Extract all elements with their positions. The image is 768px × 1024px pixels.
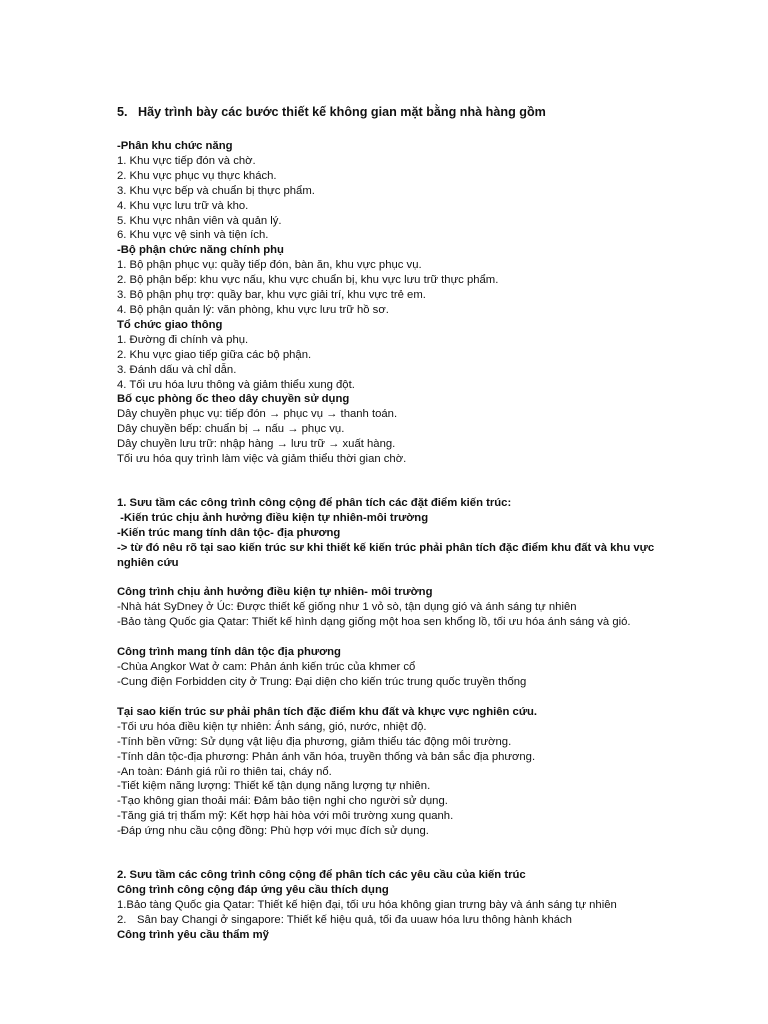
- list-item-number: 2.: [117, 913, 127, 926]
- list-item: 4. Tối ưu hóa lưu thông và giảm thiểu xung đột.: [117, 378, 355, 391]
- list-item: -Nhà hát SyDney ở Úc: Được thiết kế giống như 1 vỏ sò, tận dụng gió và ánh sáng tự nhiên: [117, 601, 577, 614]
- question-number: 5.: [117, 105, 128, 119]
- list-item: Dây chuyền bếp: chuẩn bị → nấu → phục vụ.: [117, 423, 345, 436]
- question-heading: 2. Sưu tầm các công trình công cộng để phân tích các yêu cầu của kiến trúc: [117, 869, 526, 882]
- question-5-title: [117, 102, 677, 122]
- list-item-text: Sân bay Changi ở singapore: Thiết kế hiệu quả, tối đa uuaw hóa lưu thông hành khách: [137, 913, 572, 926]
- list-item: Dây chuyền phục vụ: tiếp đón → phục vụ → thanh toán.: [117, 408, 398, 421]
- list-item: 3. Đánh dấu và chỉ dẫn.: [117, 363, 237, 376]
- section-heading: Bố cục phòng ốc theo dây chuyền sử dụng: [117, 393, 350, 406]
- section-heading: Tại sao kiến trúc sư phải phân tích đặc điểm khu đất và khực vực nghiên cứu.: [117, 705, 538, 718]
- list-item: Dây chuyền lưu trữ: nhập hàng → lưu trữ → xuất hàng.: [117, 438, 396, 451]
- section-heading: -Bộ phận chức năng chính phụ: [117, 244, 284, 257]
- list-item: -Chùa Angkor Wat ở cam: Phản ánh kiến trúc của khmer cổ: [117, 661, 416, 674]
- sub-heading: Công trình công cộng đáp ứng yêu cầu thích dụng: [117, 883, 389, 896]
- list-item: 1. Đường đi chính và phụ.: [117, 333, 249, 346]
- list-item: 3. Bộ phận phụ trợ: quầy bar, khu vực giải trí, khu vực trẻ em.: [117, 289, 426, 302]
- question-heading: 1. Sưu tầm các công trình công cộng để phân tích các đặt điểm kiến trúc:: [117, 496, 512, 509]
- section-heading: Công trình chịu ảnh hưởng điều kiện tự nhiên- môi trường: [117, 586, 433, 599]
- ethnic-section: [117, 645, 677, 690]
- list-item: 4. Khu vực lưu trữ và kho.: [117, 199, 249, 212]
- list-item: 4. Bộ phận quản lý: văn phòng, khu vực lưu trữ hồ sơ.: [117, 303, 389, 316]
- list-item: -An toàn: Đánh giá rủi ro thiên tai, cháy nổ.: [117, 765, 332, 778]
- list-item: 1.Bảo tàng Quốc gia Qatar: Thiết kế hiện đại, tối ưu hóa không gian trưng bày và ánh sáng tự nhiên: [117, 898, 617, 911]
- sub-heading: Công trình yêu cầu thẩm mỹ: [117, 928, 269, 941]
- sub-heading: -Kiến trúc chịu ảnh hưởng điều kiện tự nhiên-môi trường: [117, 511, 429, 524]
- list-item: -Tối ưu hóa điều kiện tự nhiên: Ánh sáng, gió, nước, nhiệt độ.: [117, 720, 427, 733]
- list-item: 2. Bộ phận bếp: khu vực nấu, khu vực chuẩn bị, khu vực lưu trữ thực phẩm.: [117, 274, 499, 287]
- list-item: 1. Bộ phận phục vụ: quầy tiếp đón, bàn ăn, khu vực phục vụ.: [117, 259, 422, 272]
- list-item: -Tính dân tộc-địa phương: Phản ánh văn hóa, truyền thống và bản sắc địa phương.: [117, 750, 536, 763]
- question-2-section: [117, 868, 677, 943]
- document-page: [117, 102, 677, 943]
- list-item: 2. Khu vực phục vụ thực khách.: [117, 169, 277, 182]
- list-item: [117, 913, 677, 928]
- list-item: -Tiết kiệm năng lượng: Thiết kế tận dụng năng lượng tự nhiên.: [117, 780, 431, 793]
- section-heading: -Phân khu chức năng: [117, 140, 233, 152]
- list-item: -Bảo tàng Quốc gia Qatar: Thiết kế hình dạng giống một hoa sen khổng lồ, tối ưu hóa ánh sáng và gió.: [117, 616, 631, 629]
- nature-section: [117, 585, 677, 630]
- functional-zones-section: [117, 139, 677, 243]
- list-item: 6. Khu vực vệ sinh và tiện ích.: [117, 229, 269, 242]
- traffic-section: [117, 318, 677, 393]
- question-1-section: [117, 496, 677, 571]
- section-heading: Tổ chức giao thông: [117, 318, 223, 331]
- list-item: -Tăng giá trị thẩm mỹ: Kết hợp hài hòa với môi trường xung quanh.: [117, 810, 454, 823]
- why-section: [117, 705, 677, 839]
- sub-heading: -> từ đó nêu rõ tại sao kiến trúc sư khi thiết kế kiến trúc phải phân tích đặc điểm khu đất và khu vực nghiên cứu: [117, 541, 655, 569]
- list-item: 3. Khu vực bếp và chuẩn bị thực phẩm.: [117, 184, 315, 197]
- list-item: -Tạo không gian thoải mái: Đảm bảo tiện nghi cho người sử dụng.: [117, 795, 448, 808]
- layout-section: [117, 392, 677, 467]
- departments-section: [117, 243, 677, 318]
- list-item: 5. Khu vực nhân viên và quản lý.: [117, 214, 282, 227]
- question-text: Hãy trình bày các bước thiết kế không gian mặt bằng nhà hàng gồm: [138, 105, 546, 119]
- section-heading: Công trình mang tính dân tộc địa phương: [117, 646, 341, 659]
- sub-heading: -Kiến trúc mang tính dân tộc- địa phương: [117, 526, 341, 539]
- list-item: Tối ưu hóa quy trình làm việc và giảm thiểu thời gian chờ.: [117, 453, 407, 466]
- list-item: 2. Khu vực giao tiếp giữa các bộ phận.: [117, 348, 312, 361]
- list-item: -Cung điện Forbidden city ở Trung: Đại diện cho kiến trúc trung quốc truyền thống: [117, 676, 527, 688]
- list-item: -Đáp ứng nhu cầu cộng đồng: Phù hợp với mục đích sử dụng.: [117, 825, 429, 838]
- list-item: 1. Khu vực tiếp đón và chờ.: [117, 154, 256, 167]
- list-item: -Tính bền vững: Sử dụng vật liệu địa phương, giảm thiểu tác động môi trường.: [117, 735, 512, 748]
